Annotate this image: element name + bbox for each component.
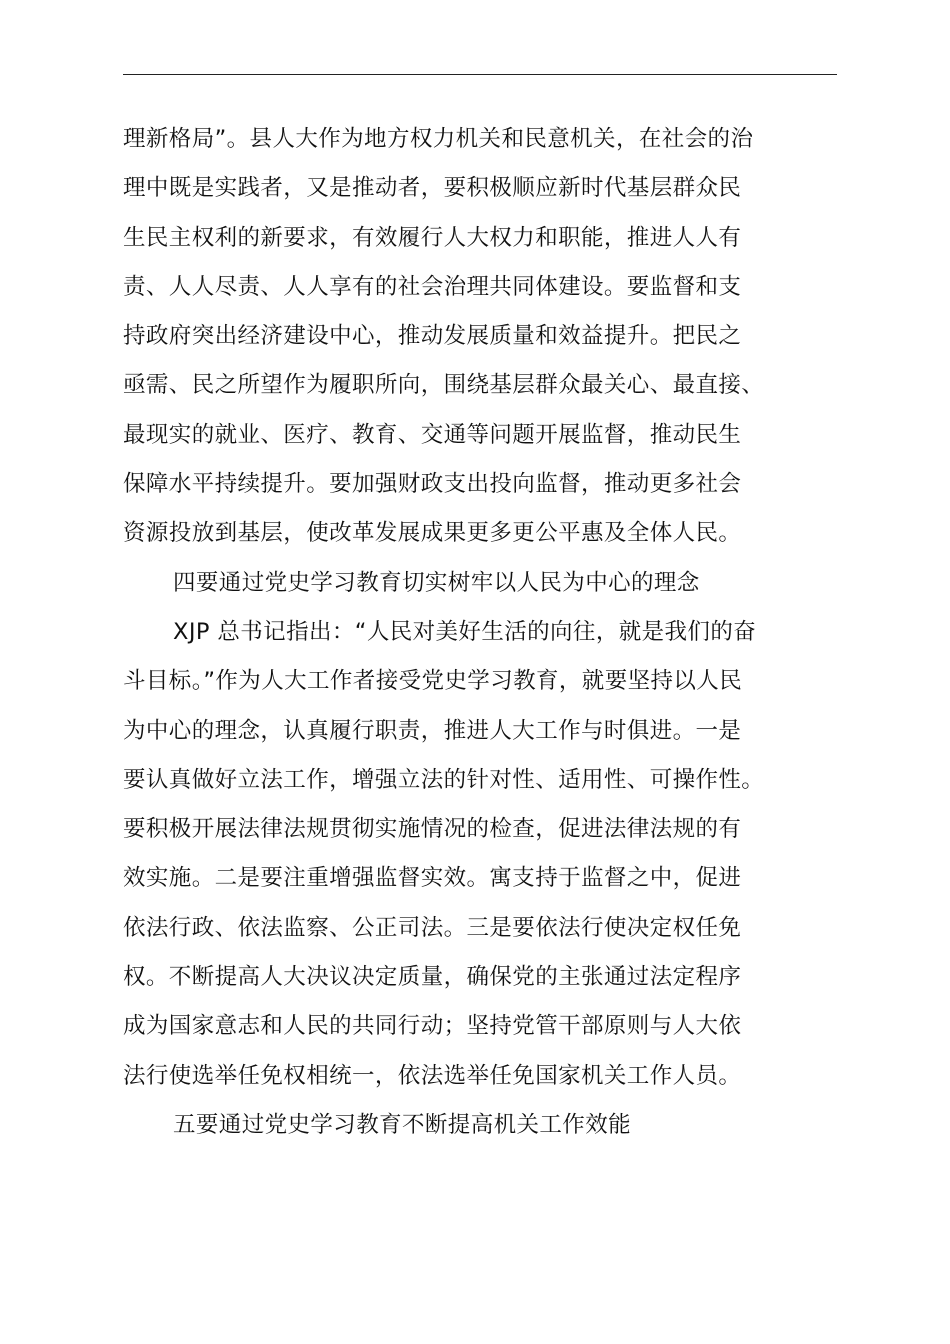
text-line: 为中心的理念，认真履行职责，推进人大工作与时俱进。一是 <box>123 717 742 744</box>
text-line: 生民主权利的新要求，有效履行人大权力和职能，推进人人有 <box>123 224 742 251</box>
text-line: 理中既是实践者，又是推动者，要积极顺应新时代基层群众民 <box>123 175 742 202</box>
text-line: 成为国家意志和人民的共同行动；坚持党管干部原则与人大依 <box>123 1013 742 1040</box>
text-line: 理新格局”。县人大作为地方权力机关和民意机关，在社会的治 <box>123 126 754 152</box>
heading-line: 五要通过党史学习教育不断提高机关工作效能 <box>173 1111 632 1138</box>
text-line: 责、人人尽责、人人享有的社会治理共同体建设。要监督和支 <box>123 273 742 300</box>
header-rule <box>123 74 837 75</box>
text-line: 要认真做好立法工作，增强立法的针对性、适用性、可操作性。 <box>123 766 765 793</box>
text-line: 斗目标。”作为人大工作者接受党史学习教育，就要坚持以人民 <box>123 668 743 695</box>
heading-line: 四要通过党史学习教育切实树牢以人民为中心的理念 <box>173 569 700 596</box>
document-body <box>123 115 883 1150</box>
text-line: 权。不断提高人大决议决定质量，确保党的主张通过法定程序 <box>123 964 742 991</box>
text-line: 保障水平持续提升。要加强财政支出投向监督，推动更多社会 <box>123 471 742 498</box>
text-line: 持政府突出经济建设中心，推动发展质量和效益提升。把民之 <box>123 323 742 350</box>
text-line: 法行使选举任免权相统一，依法选举任免国家机关工作人员。 <box>123 1062 742 1089</box>
text-line: 效实施。二是要注重增强监督实效。寓支持于监督之中，促进 <box>123 865 742 892</box>
text-line: 资源投放到基层，使改革发展成果更多更公平惠及全体人民。 <box>123 520 742 547</box>
text-line: 依法行政、依法监察、公正司法。三是要依法行使决定权任免 <box>123 914 742 941</box>
text-line: 亟需、民之所望作为履职所向，围绕基层群众最关心、最直接、 <box>123 372 765 399</box>
heading-line: XJP 总书记指出：“人民对美好生活的向往，就是我们的奋 <box>173 618 757 645</box>
text-line: 要积极开展法律法规贯彻实施情况的检查，促进法律法规的有 <box>123 816 742 843</box>
text-line: 最现实的就业、医疗、教育、交通等问题开展监督，推动民生 <box>123 421 742 448</box>
